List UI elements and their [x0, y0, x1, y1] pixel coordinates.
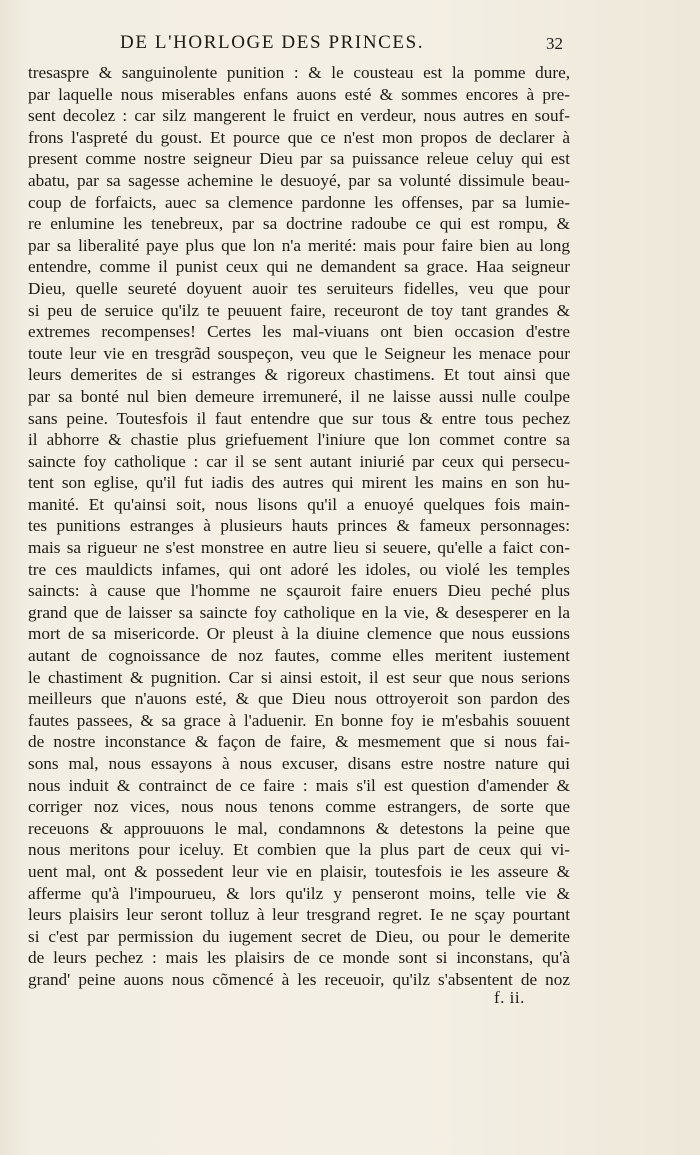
text-line: afferme qu'à l'impourueu, & lors qu'ilz y penseront moins, telle vie & — [28, 883, 570, 903]
text-line: tent son eglise, qu'il fut iadis des autres qui mirent les mains en son hu- — [28, 473, 570, 493]
text-line: le chastiment & pugnition. Car si ainsi estoit, il est seur que nous serions — [28, 667, 570, 687]
text-line: mort de sa misericorde. Or pleust à la diuine clemence que nous eussions — [28, 624, 570, 644]
text-line: leurs demerites de si estranges & rigoreux chastimens. Et tout ainsi que — [28, 365, 570, 385]
text-line: Dieu, quelle seureté doyuent auoir tes seruiteurs fidelles, veu que pour — [28, 278, 570, 298]
text-line: entendre, comme il punist ceux qui ne demandent sa grace. Haa seigneur — [28, 257, 570, 277]
text-line: frons l'aspreté du goust. Et pource que ce n'est mon propos de declarer à — [28, 127, 570, 147]
text-line: corriger noz vices, nous nous tenons comme estrangers, de sorte que — [28, 797, 570, 817]
text-line: grand' peine auons nous cõmencé à les receuoir, qu'ilz s'absentent de noz — [28, 969, 570, 989]
text-line: saincts: à cause que l'homme ne sçauroit faire enuers Dieu peché plus — [28, 581, 570, 601]
text-line: il abhorre & chastie plus griefuement l'iniure que lon commet contre sa — [28, 430, 570, 450]
text-line: fautes passees, & sa grace à l'aduenir. En bonne foy ie m'esbahis souuent — [28, 710, 570, 730]
text-line: uent mal, ont & possedent leur vie en plaisir, toutesfois ie les asseure & — [28, 861, 570, 881]
text-line: manité. Et qu'ainsi soit, nous lisons qu'il a enuoyé quelques fois main- — [28, 494, 570, 514]
text-line: leurs plaisirs leur seront tolluz à leur tresgrand regret. Ie ne sçay pourtant — [28, 905, 570, 925]
text-line: nous induit & contrainct de ce faire : mais s'il est question d'amender & — [28, 775, 570, 795]
text-line: par sa liberalité paye plus que lon n'a merité: mais pour faire bien au long — [28, 235, 570, 255]
text-line: present comme nostre seigneur Dieu par sa puissance releue celuy qui est — [28, 149, 570, 169]
body-text — [28, 62, 570, 991]
text-line: tes punitions estranges à plusieurs hauts princes & fameux personnages: — [28, 516, 570, 536]
text-line: nous meritons pour iceluy. Et combien que la plus part de ceux qui vi- — [28, 840, 570, 860]
text-line: re enlumine les tenebreux, par sa doctrine radoube ce qui est rompu, & — [28, 214, 570, 234]
text-line: saincte foy catholique : car il se sent autant iniurié par ceux qui persecu- — [28, 451, 570, 471]
signature-mark: f. ii. — [494, 988, 525, 1007]
text-line: mais sa rigueur ne s'est monstree en autre lieu si seuere, qu'elle a faict con- — [28, 538, 570, 558]
text-line: par sa bonté nul bien demeure irremuneré, il ne laisse aussi nulle coulpe — [28, 386, 570, 406]
text-line: sans peine. Toutesfois il faut entendre que sur tous & entre tous pechez — [28, 408, 570, 428]
text-line: meilleurs que n'auons esté, & que Dieu nous ottroyeroit son pardon des — [28, 689, 570, 709]
text-line: coup de forfaicts, auec sa clemence pardonne les offenses, par sa lumie- — [28, 192, 570, 212]
page-number: 32 — [546, 34, 563, 53]
running-title: DE L'HORLOGE DES PRINCES. — [120, 32, 425, 53]
text-line: par laquelle nous miserables enfans auons esté & sommes encores à pre- — [28, 84, 570, 104]
text-line: si c'est par permission du iugement secret de Dieu, ou pour le demerite — [28, 926, 570, 946]
text-line: autant de cognoissance de noz fautes, comme elles meritent iustement — [28, 646, 570, 666]
text-line: si peu de seruice qu'ilz te peuuent faire, receuront de toy tant grandes & — [28, 300, 570, 320]
running-head — [0, 28, 700, 58]
text-line: de nostre inconstance & façon de faire, & mesmement que si nous fai- — [28, 732, 570, 752]
text-line: toute leur vie en tresgrãd souspeçon, veu que le Seigneur les menace pour — [28, 343, 570, 363]
text-line: sent decolez : car silz mangerent le fruict en verdeur, nous autres en souf- — [28, 106, 570, 126]
text-line: abatu, par sa sagesse achemine le desuoyé, par sa volunté dissimule beau- — [28, 170, 570, 190]
text-line: sons mal, nous essayons à nous excuser, disans estre nostre nature qui — [28, 754, 570, 773]
text-line: tre ces mauldicts infames, qui ont adoré les idoles, ou violé les temples — [28, 559, 570, 579]
text-line: extremes recompenses! Certes les mal-viuans ont bien occasion d'estre — [28, 322, 570, 342]
text-line: receuons & approuuons le mal, condamnons & detestons la peine que — [28, 818, 570, 838]
text-line: de leurs pechez : mais les plaisirs de ce monde sont si inconstans, qu'à — [28, 948, 570, 968]
text-line: tresaspre & sanguinolente punition : & le cousteau est la pomme dure, — [28, 63, 570, 82]
text-line: grand que de laisser sa saincte foy catholique en la vie, & desesperer en la — [28, 602, 570, 622]
